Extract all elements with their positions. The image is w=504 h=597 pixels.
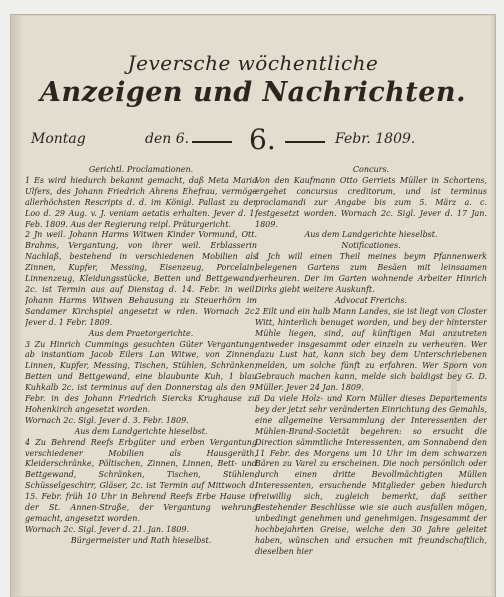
- paragraph: 1 Es wird hiedurch bekannt gemacht, daß Meta Maria Ulfers, des Johann Friedrich Ahrens Ehefrau, vermöge allerhöchsten Rescripts d. d. im Königl. Pallast zu der Loo d. 29 Aug. v. J. veniam aetatis erhalten. Jever d. 1. Feb. 1809. Aus der Regierung reipl. Präturgericht.: [25, 175, 257, 229]
- dateline: [27, 123, 485, 156]
- dateline-rule-right: [285, 141, 325, 143]
- masthead: [11, 51, 495, 109]
- paragraph: 2 Jn weil. Johann Harms Witwen Kinder Vormund, Ott. Brahms, Vergantung, von ihrer weil. Erblasserin Nachlaß, bestehend in verschiedenen Mobilien als Zinnen, Kupfer, Messing, Eisenzeug, Porcelain, Linnenzeug, Kleidungsstücke, Betten und Bettgewand, 2c. ist Termin aus auf Dienstag d. 14. Febr. in weil. Johann Harms Witwen Behausung zu Steuerhörn im Sandamer Kirchspiel angesetzt w rden. Wornach 2c. Jever d. 1 Febr. 1809.: [25, 230, 257, 327]
- dateline-month-year: Febr. 1809.: [335, 131, 416, 147]
- left-column: [25, 165, 257, 593]
- paragraph: Wornach 2c. Sigl. Jever d. 21. Jan. 1809.: [25, 524, 190, 534]
- paragraph: 4 Zu Behrend Reefs Erbgüter und erben Vergantung verschiedener Mobilien als Hausgeräth, Kleiderschränke, Pöltischen, Zinnen, Linnen, Bett- und Bettgewand, Schränken, Tischen, Stühlen, Schüsselgeschirr, Gläser, 2c. ist Termin auf Mittwoch d. 15. Febr. früh 10 Uhr in Behrend Reefs Erbe Hause in der St. Annen-Straße, der Vergantung wehrung gemacht, angesetzt worden.: [25, 437, 257, 523]
- paragraph: 2 Eilt und ein halb Mann Landes, sie ist liegt von Closter Witt, hinterlich benuget worden, und bey der hinterster Mühle liegen, sind, auf künftigen Mai anzutreten entweder insgesammt oder einzeln zu verheuren. Wer dazu Lust hat, kann sich bey dem Unterschriebenen melden, um solche fünft zu erfahren. Wer Sporn von Gebrauch machen kann, melde sich baldigst bey G. D. Müller. Jever 24 Jan. 1809.: [255, 306, 487, 393]
- issue-number: 6.: [249, 123, 276, 156]
- section-heading: Bürgermeister und Rath hieselbst.: [70, 535, 212, 545]
- dateline-day: Montag: [31, 131, 86, 147]
- dateline-rule-left: [192, 141, 232, 143]
- paragraph: 3 Da viele Holz- und Korn Müller dieses Departements bey der jetzt sehr veränderten Einrichtung des Gemahls, eine allgemeine Versammlung der Interessenten der Mühlen-Brand-Societät begehren: so ersucht die Direction sämmtliche Interessenten, am Sonnabend den 11 Febr. des Morgens um 10 Uhr im dem schwarzen Bären zu Varel zu erscheinen. Die noch persönlich oder durch einen dritte Bevollmächtigten Müllen Interessenten, ersuchende Mitglieder geben hiedurch freiwillig sich, zugleich bemerkt, daß seither Bestehender Beschlüsse wie sie auch ausfallen mögen, unbedingt genehmen und genehmigen. Insgesammt der hochbejahrten Greise, welche den 30 Jahre geleitet haben, wünschen und ersuchen mit freundschaftlich, dieselben hier: [255, 394, 487, 556]
- title-line-2: Anzeigen und Nachrichten.: [40, 77, 466, 108]
- title-line-1: Jeversche wöchentliche: [127, 51, 379, 75]
- newspaper-page: [10, 14, 496, 597]
- paragraph: Wornach 2c. Sigl. Jever d. 3. Febr. 1809.: [25, 415, 189, 425]
- paragraph: 3 Zu Hinrich Cummings gesuchten Güter Vergantung, ab instantiam Jacob Eilers Lan Witwe, von Zinnen, Linnen, Kupfer, Messing, Tischen, Stühlen, Schränken, Betten und Bettgewand, eine blaubunte Kuh, 1 blau Kuhkalb 2c. ist terminus auf den Donnerstag als den 9. Febr. in des Johann Friedrich Siercks Krughause zu Hohenkirch angesetzt worden.: [25, 339, 257, 414]
- section-heading: Aus dem Landgerichte hieselbst.: [304, 230, 438, 240]
- paper-stain: [451, 315, 457, 435]
- section-heading: Concurs.: [352, 165, 390, 174]
- section-heading: Aus dem Landgerichte hieselbst.: [74, 426, 208, 436]
- section-heading: Notificationes.: [341, 241, 401, 251]
- dateline-date: den 6.: [145, 131, 190, 147]
- section-heading: Advocat Frerichs.: [334, 295, 407, 305]
- section-heading: Aus dem Praetorgerichte.: [88, 328, 194, 338]
- paragraph: Von den Kaufmann Otto Gerriets Müller in Schortens, ergehet concursus creditorum, und ist terminus proclamandi zur Angabe bis zum 5. März a. c. festgesetzt worden. Wornach 2c. Sigl. Jever d. 17 Jan. 1809.: [255, 175, 487, 229]
- section-heading: Gerichtl. Proclamationen.: [88, 165, 194, 174]
- paragraph: 1 Jch will einen Theil meines beym Pfannenwerk belegenen Gartens zum Besäen mit leinsaamen verheuren. Der im Garten wohnende Arbeiter Hinrich Dirks giebt weitere Auskunft.: [255, 252, 487, 294]
